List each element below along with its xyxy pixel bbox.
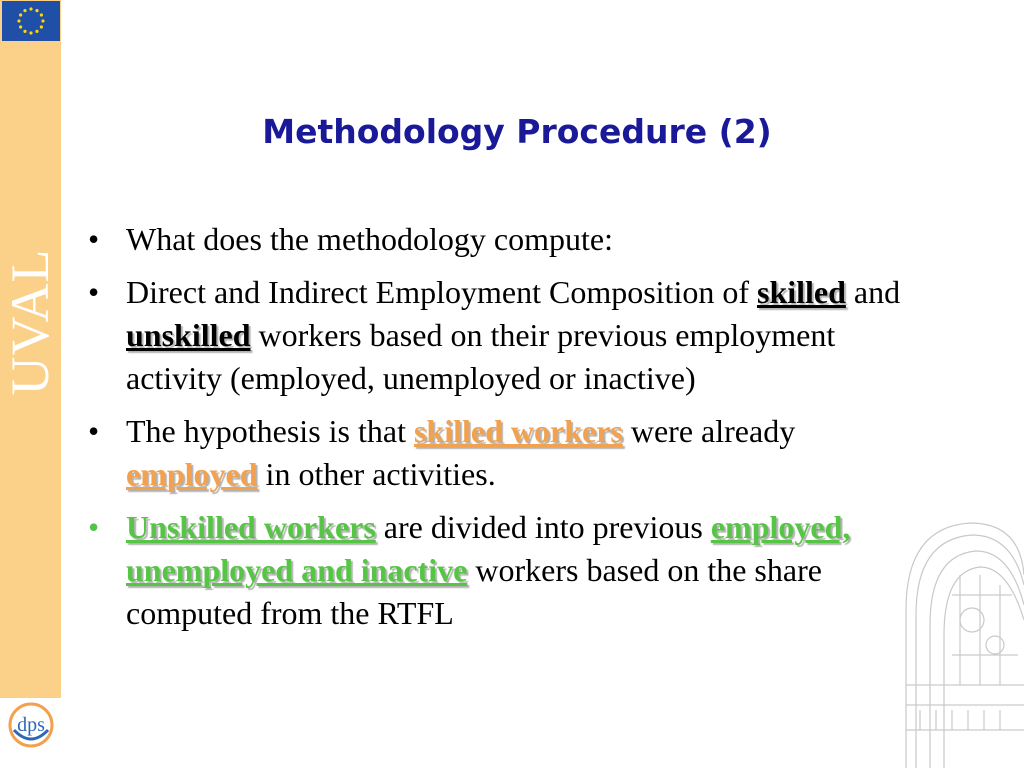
bullet-text: What does the methodology compute: [126,221,613,257]
eu-flag-icon [2,1,60,41]
bullet-text: workers based on their previous employment activity (employed, unemployed or inactive) [126,317,836,396]
bullet-text: workers based on the share computed from the RTFL [126,552,822,631]
bullet-text: The hypothesis is that [126,413,414,449]
sidebar [0,0,61,698]
bullet-text: in other activities. [257,456,496,492]
highlight-employed: employed [126,456,258,492]
highlight-employment-status: employed, unemployed and inactive [126,509,851,588]
bullet-text: Direct and Indirect Employment Composition of [126,274,757,310]
bullet-item [88,410,903,496]
highlight-unskilled: unskilled [126,317,251,353]
bullet-item [88,271,903,400]
page-title: Methodology Procedure (2) [262,112,772,151]
highlight-skilled-workers: skilled workers [413,413,623,449]
bullet-item [88,506,903,635]
bullet-dot: • [88,509,100,545]
bullet-dot: • [88,274,100,310]
bullet-text: are divided into previous [375,509,711,545]
bullet-list [88,218,903,645]
sidebar-label: UVAL [0,248,60,396]
highlight-unskilled-workers: Unskilled workers [126,509,376,545]
bullet-text: were already [622,413,796,449]
bullet-item [88,218,903,261]
highlight-skilled: skilled [756,274,846,310]
bullet-dot: • [88,221,100,257]
dps-logo-icon [6,700,56,750]
svg-text:dps: dps [17,714,45,736]
decorative-arch-illustration [900,515,1024,768]
bullet-text: and [845,274,901,310]
bullet-dot: • [88,413,100,449]
